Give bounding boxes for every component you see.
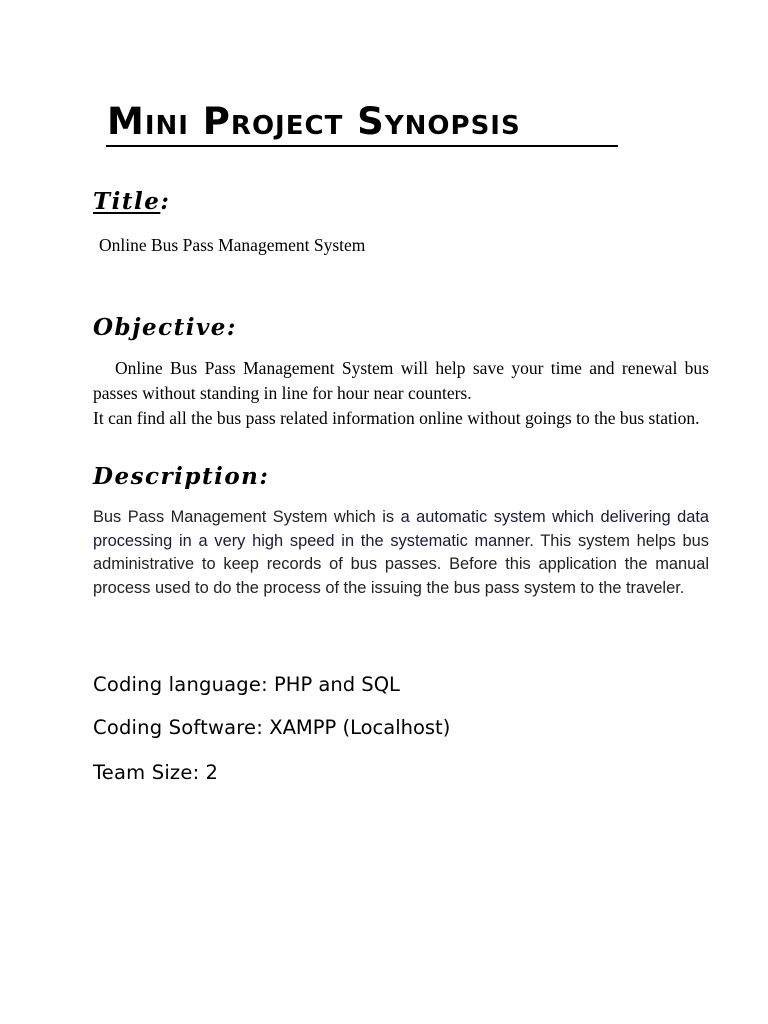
page-title: Mini Project Synopsis <box>107 100 521 143</box>
objective-heading-text: Objective: <box>93 314 237 341</box>
spec-label: Coding language: <box>93 673 268 696</box>
spec-team-size <box>93 760 218 786</box>
title-underline <box>106 145 618 147</box>
spec-label: Coding Software: <box>93 716 264 739</box>
spec-label: Team Size: <box>93 761 200 784</box>
title-heading-text: Title <box>93 188 161 215</box>
spec-value: PHP and SQL <box>274 673 400 696</box>
spec-coding-software <box>93 715 450 741</box>
project-title-value: Online Bus Pass Management System <box>99 235 366 255</box>
description-body <box>93 506 709 600</box>
objective-body <box>93 356 709 431</box>
objective-paragraph-2: It can find all the bus pass related information online without goings to the bus station. <box>93 408 700 428</box>
description-text-part-1: Bus Pass Management System which is <box>93 508 401 526</box>
description-section-heading <box>93 463 269 491</box>
title-section-heading <box>93 188 170 216</box>
objective-paragraph-1: Online Bus Pass Management System will help save your time and renewal bus passes without standing in line for hour near counters. <box>93 358 709 403</box>
objective-section-heading <box>93 314 237 342</box>
spec-value: XAMPP (Localhost) <box>269 716 451 739</box>
spec-value: 2 <box>205 761 218 784</box>
description-heading-text: Description: <box>93 463 270 490</box>
spec-coding-language <box>93 672 400 698</box>
title-heading-colon: : <box>160 188 171 215</box>
description-text-part-3: . This system helps bus administrative to keep records of bus passes. Before this application the manual process used to do the process of the issuing the bus pass system to the traveler. <box>93 531 709 597</box>
description-text-part-2: a automatic system which delivering data processing in a very high speed in the systematic manner <box>93 508 709 550</box>
